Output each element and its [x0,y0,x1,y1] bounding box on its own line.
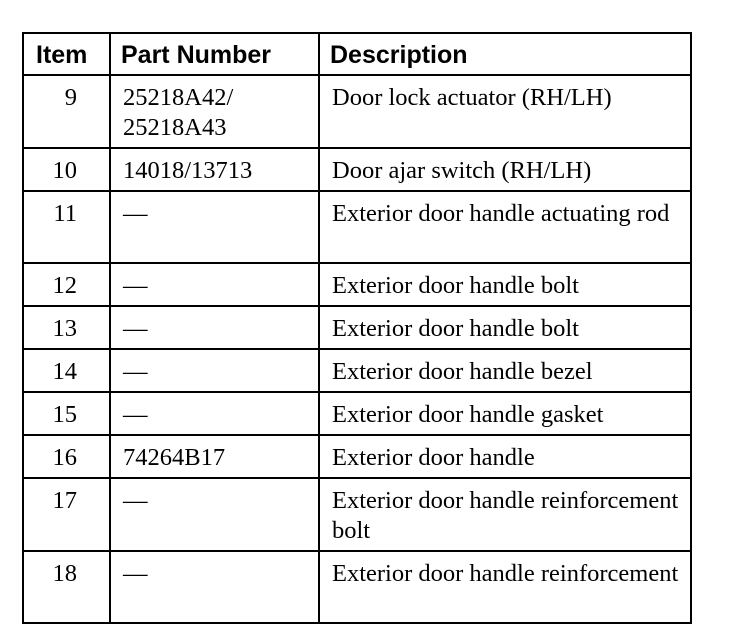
item-cell: 9 [23,75,110,148]
table-row [23,191,691,263]
item-cell: 14 [23,349,110,392]
header-part-number: Part Number [110,33,319,75]
item-cell: 11 [23,191,110,263]
description-cell: Exterior door handle [319,435,691,478]
description-cell: Exterior door handle actuating rod [319,191,691,263]
description-cell: Exterior door handle bolt [319,306,691,349]
part-number-cell: — [110,478,319,551]
item-cell: 12 [23,263,110,306]
header-item: Item [23,33,110,75]
description-cell: Door lock actuator (RH/LH) [319,75,691,148]
part-number-cell: 14018/13713 [110,148,319,191]
header-description: Description [319,33,691,75]
item-cell: 18 [23,551,110,623]
table-row [23,349,691,392]
description-cell: Exterior door handle gasket [319,392,691,435]
description-cell: Exterior door handle bolt [319,263,691,306]
part-number-cell: — [110,349,319,392]
item-cell: 13 [23,306,110,349]
description-cell: Door ajar switch (RH/LH) [319,148,691,191]
part-number-cell: 74264B17 [110,435,319,478]
table-row [23,263,691,306]
table-header [23,33,691,75]
item-cell: 15 [23,392,110,435]
part-number-cell: — [110,191,319,263]
table-row [23,75,691,148]
table-body [23,75,691,623]
part-number-cell: — [110,306,319,349]
description-cell: Exterior door handle reinforcement bolt [319,478,691,551]
table-row [23,392,691,435]
part-number-cell: — [110,551,319,623]
parts-table [22,32,692,624]
item-cell: 17 [23,478,110,551]
part-number-cell: — [110,392,319,435]
part-number-cell: — [110,263,319,306]
table-row [23,551,691,623]
table-row [23,306,691,349]
part-number-cell: 25218A42/ 25218A43 [110,75,319,148]
item-cell: 10 [23,148,110,191]
table-row [23,478,691,551]
description-cell: Exterior door handle bezel [319,349,691,392]
description-cell: Exterior door handle reinforcement [319,551,691,623]
table-row [23,435,691,478]
header-row [23,33,691,75]
item-cell: 16 [23,435,110,478]
table-row [23,148,691,191]
